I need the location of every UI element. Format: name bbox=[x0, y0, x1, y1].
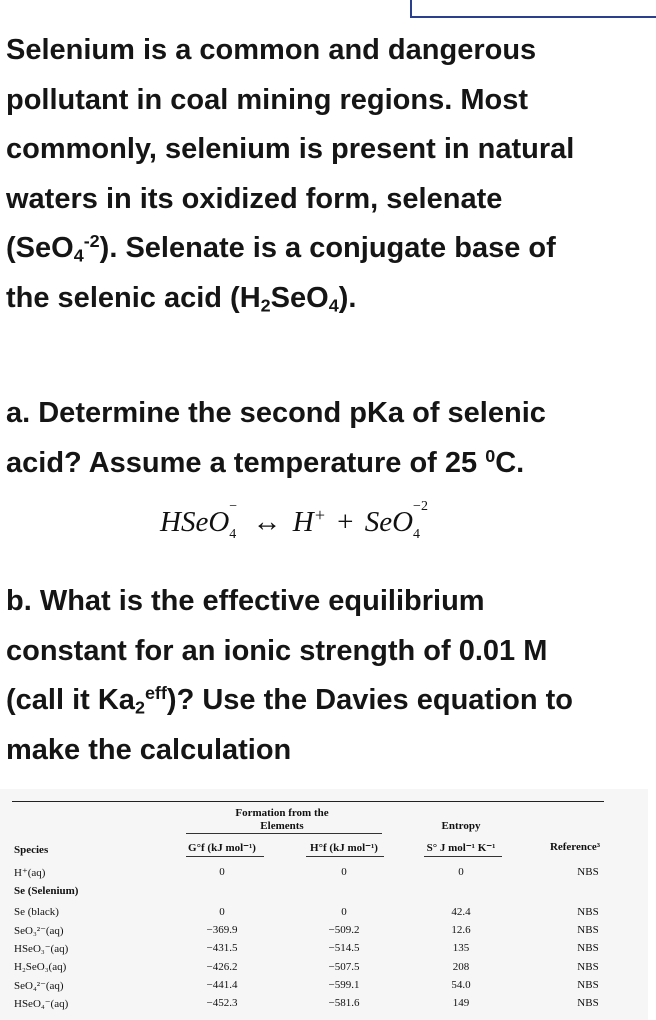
table-cell-ref: NBS bbox=[577, 942, 599, 954]
header-underline bbox=[424, 856, 502, 857]
header-underline bbox=[186, 856, 264, 857]
table-cell-g: −441.4 bbox=[206, 979, 238, 991]
table-cell-g: −452.3 bbox=[206, 997, 238, 1009]
thermodynamic-data-table bbox=[0, 789, 648, 1020]
header-underline bbox=[306, 856, 384, 857]
intro-line: waters in its oxidized form, selenate bbox=[6, 182, 503, 215]
group-underline bbox=[186, 833, 382, 834]
question-b-line: (call it $Ka_2^{eff}$)? Use the Davies equation to bbox=[6, 683, 573, 718]
table-cell-s: 135 bbox=[452, 942, 470, 954]
table-cell-ref: NBS bbox=[577, 961, 599, 973]
answer-box-frame bbox=[410, 0, 656, 18]
table-cell-h: −509.2 bbox=[328, 924, 360, 936]
table-cell-species: HSeO₃⁻(aq) bbox=[14, 943, 69, 955]
table-cell-g: 0 bbox=[219, 866, 225, 878]
question-b-line: b. What is the effective equilibrium bbox=[6, 585, 485, 617]
question-b-line: constant for an ionic strength of 0.01 M bbox=[6, 634, 548, 667]
table-cell-species: H⁺(aq) bbox=[14, 867, 46, 879]
table-cell-h: −507.5 bbox=[328, 961, 360, 973]
table-cell-species: HSeO₄⁻(aq) bbox=[14, 998, 69, 1010]
table-cell-h: 0 bbox=[341, 866, 347, 878]
table-cell-species: Se (black) bbox=[14, 906, 59, 918]
intro-line: (SeO$_4^{-2}$). Selenate is a conjugate base of bbox=[6, 231, 556, 266]
table-entropy-header: Entropy bbox=[441, 820, 481, 832]
table-group-header-2: Elements bbox=[260, 820, 304, 832]
intro-line: Selenium is a common and dangerous bbox=[6, 34, 537, 66]
table-cell-ref: NBS bbox=[577, 997, 599, 1009]
table-cell-s: 42.4 bbox=[451, 906, 471, 918]
intro-line: commonly, selenium is present in natural bbox=[6, 133, 575, 165]
intro-line: the selenic acid $(H_2SeO_4)$. bbox=[6, 281, 357, 315]
table-cell-species: SeO₃²⁻(aq) bbox=[14, 925, 64, 937]
table-cell-ref: NBS bbox=[577, 924, 599, 936]
table-cell-s: 12.6 bbox=[451, 924, 471, 936]
table-cell-g: −431.5 bbox=[206, 942, 238, 954]
table-cell-ref: NBS bbox=[577, 866, 599, 878]
intro-paragraph bbox=[6, 26, 646, 323]
equilibrium-equation: HSeO − 4 ↔ H+ + SeO −2 4 bbox=[160, 499, 428, 542]
header-reference: Reference³ bbox=[549, 841, 601, 853]
table-cell-species: H₂SeO₃(aq) bbox=[14, 961, 67, 973]
question-a-line: acid? Assume a temperature of 25 $^0$C. bbox=[6, 445, 525, 479]
table-top-rule bbox=[12, 801, 604, 802]
table-cell-ref: NBS bbox=[577, 979, 599, 991]
table-cell-g: −369.9 bbox=[206, 924, 238, 936]
table-cell-species: SeO₄²⁻(aq) bbox=[14, 980, 64, 992]
table-cell-s: 208 bbox=[452, 961, 470, 973]
table-cell-s: 149 bbox=[452, 997, 470, 1009]
header-enthalpy: H°f (kJ mol⁻¹) bbox=[310, 842, 378, 854]
question-a bbox=[6, 389, 646, 488]
question-a-line: a. Determine the second pKa of selenic bbox=[6, 397, 546, 429]
table-cell-h: 0 bbox=[341, 906, 347, 918]
table-group-header: Formation from the bbox=[235, 807, 329, 819]
table-cell-g: −426.2 bbox=[206, 961, 238, 973]
intro-line: pollutant in coal mining regions. Most bbox=[6, 83, 528, 116]
table-cell-s: 54.0 bbox=[451, 979, 471, 991]
table-cell-species: Se (Selenium) bbox=[14, 885, 79, 897]
table-cell-ref: NBS bbox=[577, 906, 599, 918]
question-b bbox=[6, 577, 646, 775]
table-cell-h: −599.1 bbox=[328, 979, 360, 991]
table-cell-g: 0 bbox=[219, 906, 225, 918]
header-entropy: S° J mol⁻¹ K⁻¹ bbox=[426, 842, 496, 854]
table-cell-h: −514.5 bbox=[328, 942, 360, 954]
header-species: Species bbox=[14, 844, 49, 856]
table-cell-h: −581.6 bbox=[328, 997, 360, 1009]
header-gibbs: G°f (kJ mol⁻¹) bbox=[188, 842, 256, 854]
question-b-line: make the calculation bbox=[6, 733, 292, 766]
table-cell-s: 0 bbox=[458, 866, 464, 878]
